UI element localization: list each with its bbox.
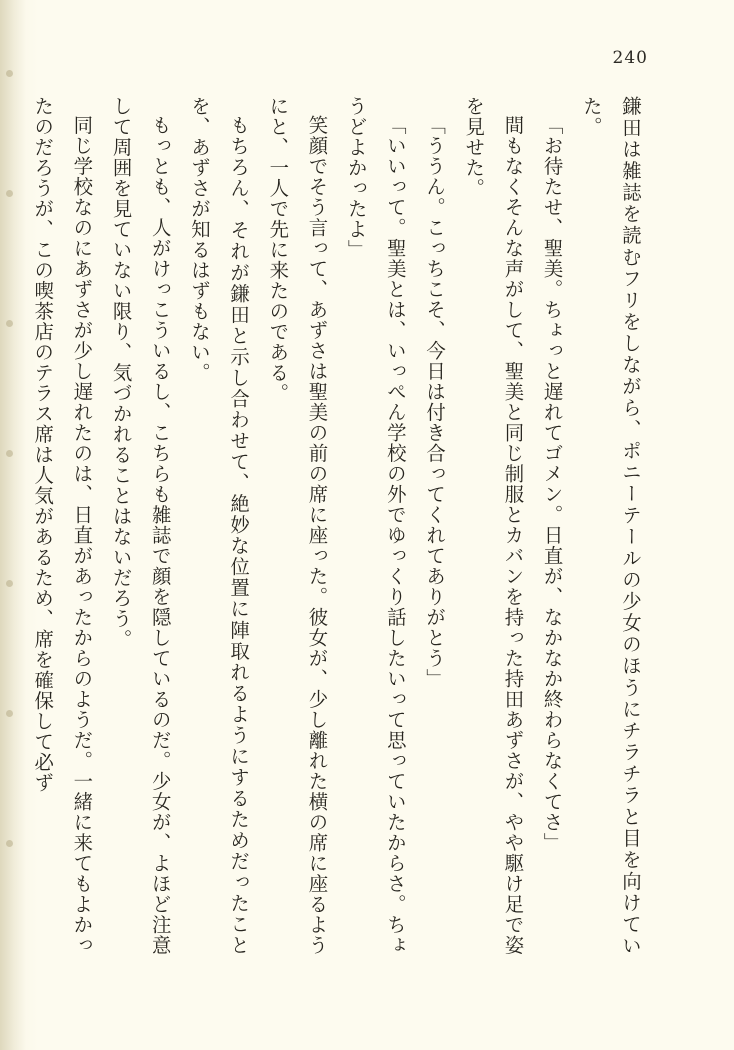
body-text xyxy=(31,96,650,956)
paragraph: 「いいって。聖美とは、いっぺん学校の外でゆっくり話したいって思っていたからさ。ちょうどよかったよ」 xyxy=(344,96,407,956)
paragraph: 間もなくそんな声がして、聖美と同じ制服とカバンを持った持田あずさが、やや駆け足で姿を見せた。 xyxy=(462,96,525,956)
paragraph: 笑顔でそう言って、あずさは聖美の前の席に座った。彼女が、少し離れた横の席に座るようにと、一人で先に来たのである。 xyxy=(266,96,329,956)
paragraph: 鎌田は雑誌を読むフリをしながら、ポニーテールの少女のほうにチラチラと目を向けていた。 xyxy=(579,96,642,956)
paragraph: 同じ学校なのにあずさが少し遅れたのは、日直があったからのようだ。一緒に来てもよかったのだろうが、この喫茶店のテラス席は人気があるため、席を確保して必ず xyxy=(31,96,94,956)
paragraph: 「ううん。こっちこそ、今日は付き合ってくれてありがとう」 xyxy=(423,115,447,690)
paragraph: 「お待たせ、聖美。ちょっと遅れてゴメン。日直が、なかなか終わらなくてさ」 xyxy=(540,115,564,854)
page-number: 240 xyxy=(612,48,648,68)
paragraph: もちろん、それが鎌田と示し合わせて、絶妙な位置に陣取れるようにするためだったことを、あずさが知るはずもない。 xyxy=(187,96,251,956)
paragraph: もっとも、人がけっこういるし、こちらも雑誌で顔を隠しているのだ。少女が、よほど注意して周囲を見ていない限り、気づかれることはないだろう。 xyxy=(109,96,172,956)
